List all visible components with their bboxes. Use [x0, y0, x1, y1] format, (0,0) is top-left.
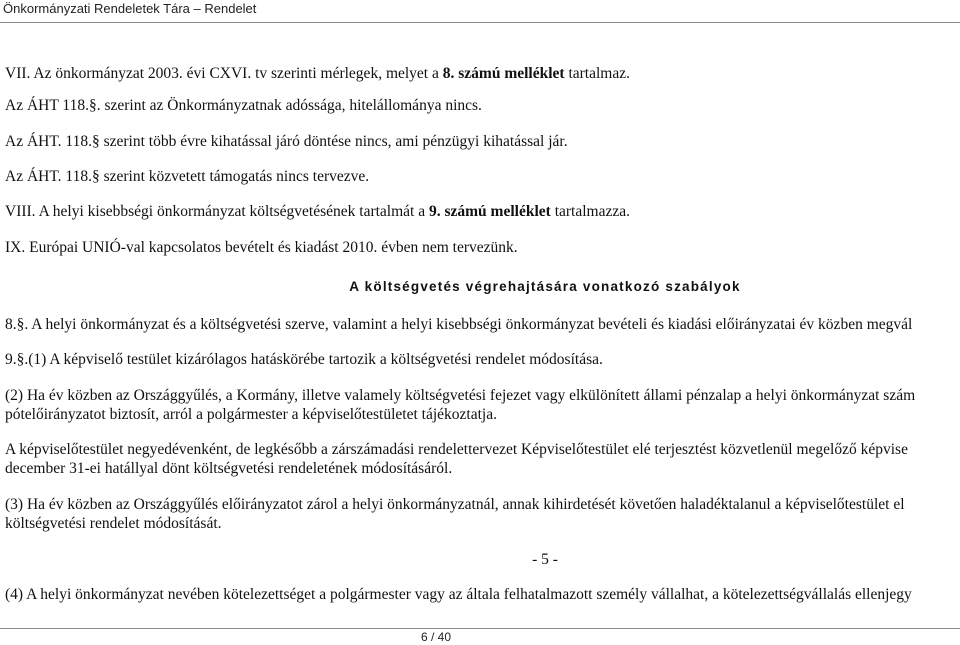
paragraph-8: 8.§. A helyi önkormányzat és a költségvetési szerve, valamint a helyi kisebbségi önkormányzat bevételi és kiadási előirányzatai év közben megvál [5, 316, 913, 333]
page-number: - 5 - [532, 551, 558, 568]
paragraph-aht-multiyear: Az ÁHT. 118.§ szerint több évre kihatással járó döntése nincs, ami pénzügyi kihatással jár. [5, 133, 568, 150]
paragraph-9-quarterly-line1: A képviselőtestület negyedévenként, de legkésőbb a zárszámadási rendelettervezet Képviselőtestület elé terjesztést közvetlenül megelőző képvise [5, 441, 908, 458]
page-footer [0, 628, 960, 645]
paragraph-ix: IX. Európai UNIÓ-val kapcsolatos bevételt és kiadást 2010. évben nem tervezünk. [5, 239, 518, 256]
paragraph-9-4: (4) A helyi önkormányzat nevében kötelezettséget a polgármester vagy az általa felhatalmazott személy vállalhat, a kötelezettségvállalás ellenjegy [5, 586, 912, 603]
paragraph-vii [5, 64, 630, 83]
vii-text: VII. Az önkormányzat 2003. évi CXVI. tv szerinti mérlegek, melyet a [5, 65, 443, 82]
paragraph-9-2-line1: (2) Ha év közben az Országgyűlés, a Kormány, illetve valamely költségvetési fejezet vagy elkülönített állami pénzalap a helyi önkormányzat szám [5, 387, 916, 404]
page-header [0, 0, 960, 23]
document-title: Önkormányzati Rendeletek Tára – Rendelet [3, 1, 257, 16]
page-counter: 6 / 40 [420, 630, 452, 644]
viii-text: VIII. A helyi kisebbségi önkormányzat költségvetésének tartalmát a [5, 203, 429, 220]
paragraph-9-2-line2: pótelőirányzatot biztosít, arról a polgármester a képviselőtestületet tájékoztatja. [5, 406, 497, 423]
vii-annex-ref: 8. számú melléklet [442, 65, 565, 82]
paragraph-viii [5, 202, 630, 221]
section-heading: A költségvetés végrehajtására vonatkozó szabályok [349, 279, 741, 294]
paragraph-9-1: 9.§.(1) A képviselő testület kizárólagos hatáskörébe tartozik a költségvetési rendelet módosítása. [5, 351, 603, 368]
viii-annex-ref: 9. számú melléklet [428, 203, 551, 220]
paragraph-aht-support: Az ÁHT. 118.§ szerint közvetett támogatás nincs tervezve. [5, 168, 370, 185]
vii-text-end: tartalmaz. [564, 65, 630, 82]
paragraph-9-3-line1: (3) Ha év közben az Országgyűlés előirányzatot zárol a helyi önkormányzatnál, annak kihirdetését követően haladéktalanul a képviselőtestület el [5, 496, 905, 513]
viii-text-end: tartalmazza. [550, 203, 630, 220]
paragraph-aht-debt: Az ÁHT 118.§. szerint az Önkormányzatnak adóssága, hitelállománya nincs. [5, 97, 482, 114]
paragraph-9-quarterly-line2: december 31-ei hatállyal dönt költségvetési rendeletének módosításáról. [5, 460, 453, 477]
paragraph-9-3-line2: költségvetési rendelet módosítását. [5, 515, 222, 532]
